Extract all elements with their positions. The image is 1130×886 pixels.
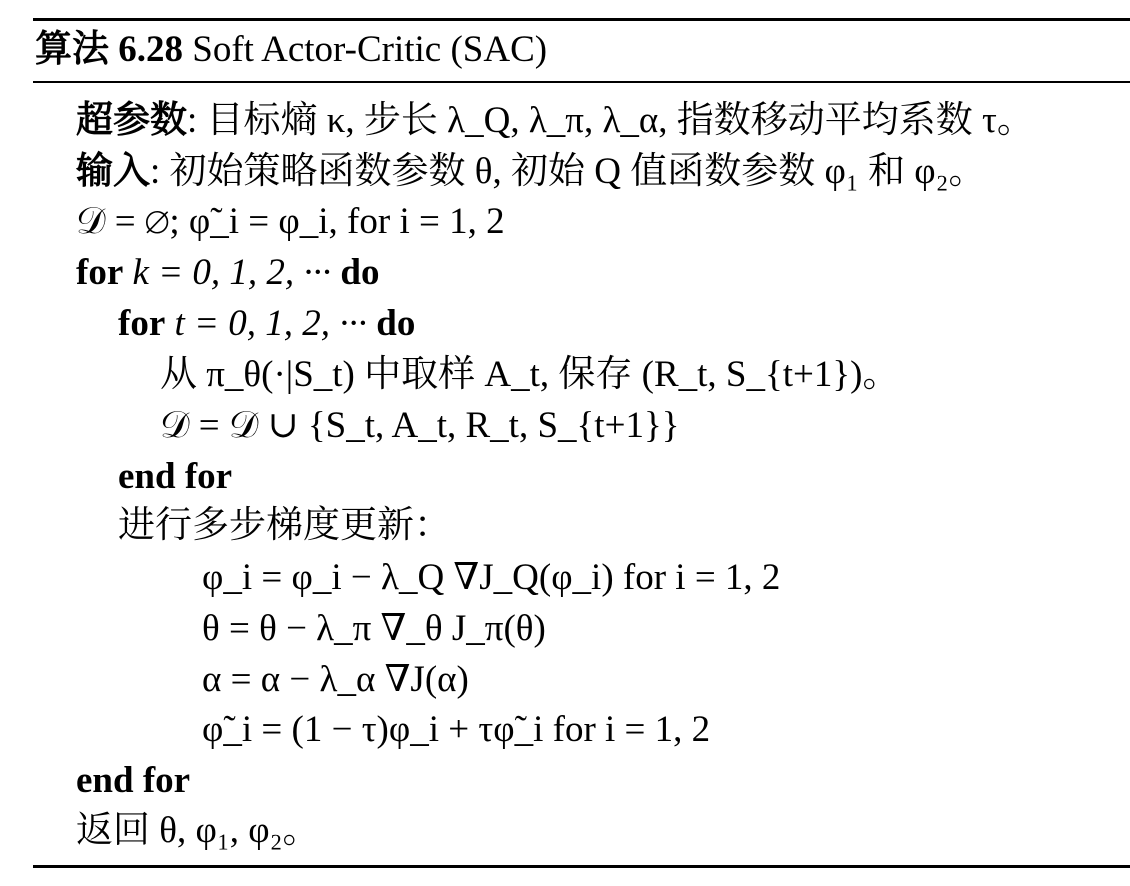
sample-line: 从 π_θ(·|S_t) 中取样 A_t, 保存 (R_t, S_{t+1})。 (160, 354, 900, 395)
outer-do-keyword: do (340, 252, 380, 293)
algorithm-caption (35, 26, 547, 74)
buffer-update-line: 𝒟 = 𝒟 ∪ {S_t, A_t, R_t, S_{t+1}} (160, 405, 680, 446)
policy-update-line: θ = θ − λ_π ∇_θ J_π(θ) (202, 608, 546, 649)
return-line: 返回 θ, φ₁, φ₂。 (76, 810, 320, 851)
hyperparameters-text: : 目标熵 κ, 步长 λ_Q, λ_π, λ_α, 指数移动平均系数 τ。 (187, 100, 1034, 141)
input-label: 输入 (76, 151, 150, 192)
input-line (76, 147, 985, 197)
outer-for-keyword: for (76, 252, 124, 293)
inner-do-keyword: do (376, 303, 416, 344)
init-line: 𝒟 = ∅; φ̃_i = φ_i, for i = 1, 2 (76, 201, 505, 242)
outer-end-for: end for (76, 760, 191, 801)
alpha-update-line: α = α − λ_α ∇J(α) (202, 659, 469, 700)
outer-for-range: k = 0, 1, 2, ··· (132, 252, 332, 293)
caption-rule (33, 81, 1130, 83)
algorithm-label: 算法 6.28 (35, 29, 183, 70)
inner-for-keyword: for (118, 303, 166, 344)
algorithm-title: Soft Actor-Critic (SAC) (192, 29, 548, 70)
critic-update-line: φ_i = φ_i − λ_Q ∇J_Q(φ_i) for i = 1, 2 (202, 557, 781, 598)
top-rule (33, 18, 1130, 21)
gradient-steps-line: 进行多步梯度更新： (118, 505, 451, 546)
inner-for-range: t = 0, 1, 2, ··· (174, 303, 367, 344)
inner-for-line (118, 299, 415, 349)
hyperparameters-line (76, 96, 1034, 146)
bottom-rule (33, 865, 1130, 868)
inner-end-for: end for (118, 456, 233, 497)
input-text: : 初始策略函数参数 θ, 初始 Q 值函数参数 φ₁ 和 φ₂。 (150, 151, 986, 192)
hyperparameters-label: 超参数 (76, 100, 187, 141)
target-update-line: φ̃_i = (1 − τ)φ_i + τφ̃_i for i = 1, 2 (202, 709, 711, 750)
outer-for-line (76, 248, 379, 298)
